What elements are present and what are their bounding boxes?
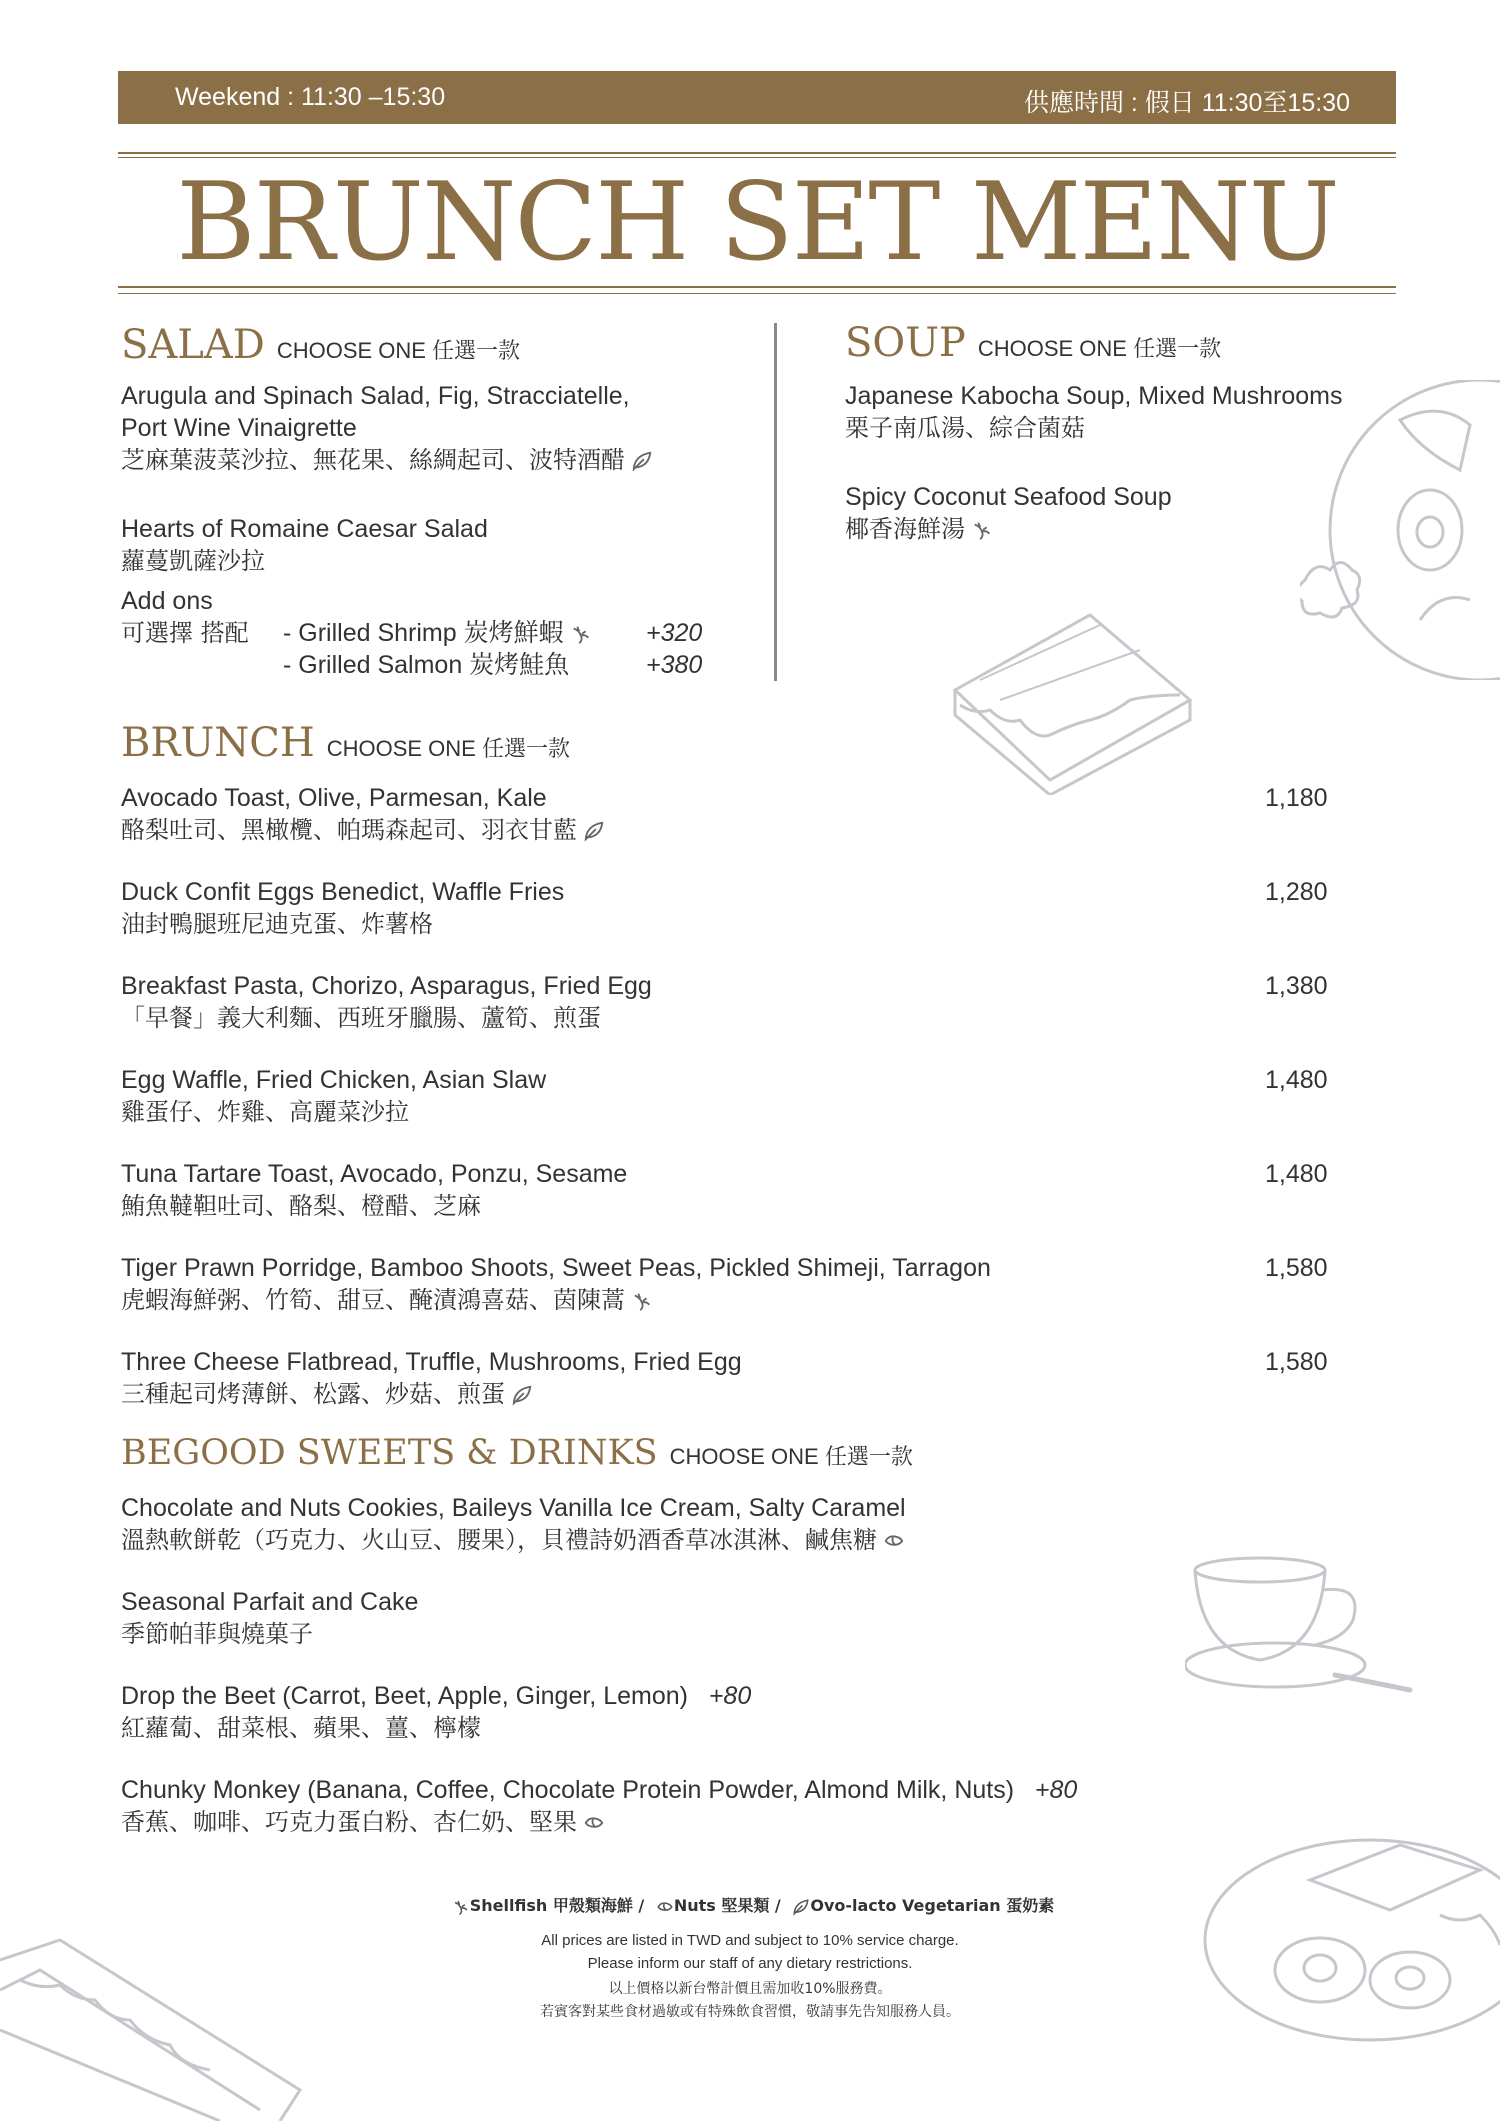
- shellfish-icon: [631, 1290, 653, 1312]
- allergen-legend: [0, 1893, 1500, 1916]
- sweets-item: [121, 1680, 751, 1744]
- brunch-item: [121, 876, 564, 940]
- weekend-hours-en: Weekend : 11:30 –15:30: [175, 83, 446, 111]
- shellfish-icon: [971, 519, 993, 541]
- brunch-item-zh: 三種起司烤薄餅、松露、炒菇、煎蛋: [121, 1378, 742, 1410]
- title-top-rule: [118, 152, 1396, 154]
- brunch-item-zh: 酪梨吐司、黑橄欖、帕瑪森起司、羽衣甘藍: [121, 814, 605, 846]
- footer-note-en-2: Please inform our staff of any dietary restrictions.: [587, 1955, 913, 1972]
- legend-shellfish: Shellfish 甲殼類海鮮 /: [469, 1896, 645, 1915]
- addon-salmon: - Grilled Salmon 炭烤鮭魚: [283, 651, 570, 679]
- brunch-item-price: 1,180: [1265, 784, 1328, 812]
- sweets-item: [121, 1774, 1077, 1838]
- sweets-subtitle: CHOOSE ONE 任選一款: [669, 1444, 913, 1469]
- brunch-item-zh: 油封鴨腿班尼迪克蛋、炸薯格: [121, 910, 433, 938]
- vegetarian-leaf-icon: [583, 820, 605, 842]
- shellfish-icon: [570, 623, 592, 645]
- brunch-item: [121, 1346, 742, 1410]
- sweets-header: [121, 1433, 913, 1473]
- addons-label-zh: 可選擇 搭配: [121, 619, 249, 647]
- sweets-item: [121, 1492, 906, 1556]
- brunch-item-en: Three Cheese Flatbread, Truffle, Mushrooms, Fried Egg: [121, 1348, 742, 1376]
- brunch-item-en: Duck Confit Eggs Benedict, Waffle Fries: [121, 878, 565, 906]
- footer-note-en-1: All prices are listed in TWD and subject to 10% service charge.: [541, 1932, 959, 1949]
- shellfish-icon: [452, 1898, 470, 1916]
- salad-title: SALAD: [121, 322, 265, 368]
- footer-note-zh-1: 以上價格以新台幣計價且需加收10%服務費。: [608, 1981, 892, 1997]
- salad-subtitle: CHOOSE ONE 任選一款: [276, 338, 521, 363]
- brunch-item-price: 1,380: [1265, 972, 1328, 1000]
- brunch-item-zh: 「早餐」義大利麵、西班牙臘腸、蘆筍、煎蛋: [121, 1004, 601, 1032]
- sweets-item-extra-price: +80: [1034, 1776, 1078, 1804]
- footer-note-zh-2: 若賓客對某些食材過敏或有特殊飲食習慣，敬請事先告知服務人員。: [540, 2004, 960, 2020]
- soup-item: [845, 481, 1172, 545]
- addon-shrimp: - Grilled Shrimp 炭烤鮮蝦: [283, 617, 592, 649]
- sweets-item-zh: 紅蘿蔔、甜菜根、蘋果、薑、檸檬: [121, 1714, 481, 1742]
- sweets-item-zh: 香蕉、咖啡、巧克力蛋白粉、杏仁奶、堅果: [121, 1806, 1077, 1838]
- sweets-item-en: Seasonal Parfait and Cake: [121, 1588, 419, 1616]
- brunch-item: [121, 1158, 627, 1222]
- soup-header: [845, 320, 1221, 366]
- brunch-item-en: Breakfast Pasta, Chorizo, Asparagus, Fried Egg: [121, 972, 652, 1000]
- brunch-item-price: 1,480: [1265, 1160, 1328, 1188]
- salad-item-zh: 芝麻葉菠菜沙拉、無花果、絲綢起司、波特酒醋: [121, 444, 653, 476]
- vegetarian-leaf-icon: [511, 1384, 533, 1406]
- brunch-item-en: Avocado Toast, Olive, Parmesan, Kale: [121, 784, 547, 812]
- brunch-item-en: Tuna Tartare Toast, Avocado, Ponzu, Sesame: [121, 1160, 628, 1188]
- sweets-item: [121, 1586, 418, 1650]
- soup-item-en: Japanese Kabocha Soup, Mixed Mushrooms: [845, 382, 1343, 410]
- title-top-rule-thin: [118, 157, 1396, 158]
- nuts-icon: [656, 1898, 674, 1916]
- vegetarian-leaf-icon: [792, 1898, 810, 1916]
- sweets-item-zh: 季節帕菲與燒菓子: [121, 1620, 313, 1648]
- weekend-hours-zh: 供應時間 : 假日 11:30至15:30: [1023, 89, 1350, 117]
- soup-item-zh: 椰香海鮮湯: [845, 513, 1172, 545]
- sweets-item-en: Drop the Beet (Carrot, Beet, Apple, Ginger, Lemon) +80: [121, 1682, 752, 1710]
- salad-item-en-2: Port Wine Vinaigrette: [121, 414, 357, 442]
- nuts-icon: [583, 1812, 605, 1834]
- sweets-item-extra-price: +80: [708, 1682, 752, 1710]
- brunch-item-zh: 虎蝦海鮮粥、竹筍、甜豆、醃漬鴻喜菇、茵陳蒿: [121, 1284, 991, 1316]
- salad-item: [121, 513, 488, 577]
- brunch-item-price: 1,580: [1265, 1348, 1328, 1376]
- salad-item-en-1: Arugula and Spinach Salad, Fig, Stracciatelle,: [121, 382, 630, 410]
- salad-item: [121, 380, 653, 476]
- legend-vegetarian: Ovo-lacto Vegetarian 蛋奶素: [810, 1896, 1055, 1915]
- page-title: BRUNCH SET MENU: [176, 160, 1338, 285]
- soup-item-zh: 栗子南瓜湯、綜合菌菇: [845, 414, 1085, 442]
- addons-label-en: Add ons: [121, 587, 213, 615]
- vegetarian-leaf-icon: [631, 450, 653, 472]
- column-divider: [774, 323, 777, 681]
- coffee-cup-sketch-icon: [1185, 1555, 1415, 1705]
- brunch-title: BRUNCH: [121, 720, 315, 766]
- soup-item-en: Spicy Coconut Seafood Soup: [845, 483, 1172, 511]
- sweets-item-zh: 溫熱軟餅乾（巧克力、火山豆、腰果），貝禮詩奶酒香草冰淇淋、鹹焦糖: [121, 1524, 906, 1556]
- brunch-item-price: 1,480: [1265, 1066, 1328, 1094]
- brunch-item: [121, 1064, 546, 1128]
- brunch-item-price: 1,580: [1265, 1254, 1328, 1282]
- brunch-item-en: Egg Waffle, Fried Chicken, Asian Slaw: [121, 1066, 547, 1094]
- brunch-header: [121, 720, 570, 766]
- brunch-item-en: Tiger Prawn Porridge, Bamboo Shoots, Sweet Peas, Pickled Shimeji, Tarragon: [121, 1254, 991, 1282]
- brunch-item: [121, 1252, 991, 1316]
- salad-header: [121, 322, 520, 368]
- salad-item-zh: 蘿蔓凱薩沙拉: [121, 547, 265, 575]
- brunch-item: [121, 970, 652, 1034]
- soup-item: [845, 380, 1343, 444]
- salad-addons: [121, 585, 741, 679]
- addon-salmon-price: +380: [646, 651, 703, 679]
- sweets-item-en: Chunky Monkey (Banana, Coffee, Chocolate Protein Powder, Almond Milk, Nuts) +80: [121, 1776, 1078, 1804]
- sweets-item-en: Chocolate and Nuts Cookies, Baileys Vanilla Ice Cream, Salty Caramel: [121, 1494, 906, 1522]
- nuts-icon: [883, 1530, 905, 1552]
- brunch-item-price: 1,280: [1265, 878, 1328, 906]
- soup-subtitle: CHOOSE ONE 任選一款: [977, 336, 1222, 361]
- sandwich-sketch-icon: [940, 605, 1210, 795]
- title-bottom-rule-thin: [118, 293, 1396, 294]
- brunch-subtitle: CHOOSE ONE 任選一款: [326, 736, 570, 761]
- salad-item-en-1: Hearts of Romaine Caesar Salad: [121, 515, 488, 543]
- title-bottom-rule: [118, 286, 1396, 288]
- hours-banner: [118, 71, 1396, 124]
- sweets-title: BEGOOD SWEETS & DRINKS: [121, 1433, 658, 1473]
- soup-title: SOUP: [845, 320, 966, 366]
- addon-shrimp-price: +320: [646, 619, 703, 647]
- brunch-item-zh: 鮪魚韃靼吐司、酪梨、橙醋、芝麻: [121, 1192, 481, 1220]
- legend-nuts: Nuts 堅果類 /: [673, 1896, 781, 1915]
- brunch-item-zh: 雞蛋仔、炸雞、高麗菜沙拉: [121, 1098, 409, 1126]
- brunch-item: [121, 782, 605, 846]
